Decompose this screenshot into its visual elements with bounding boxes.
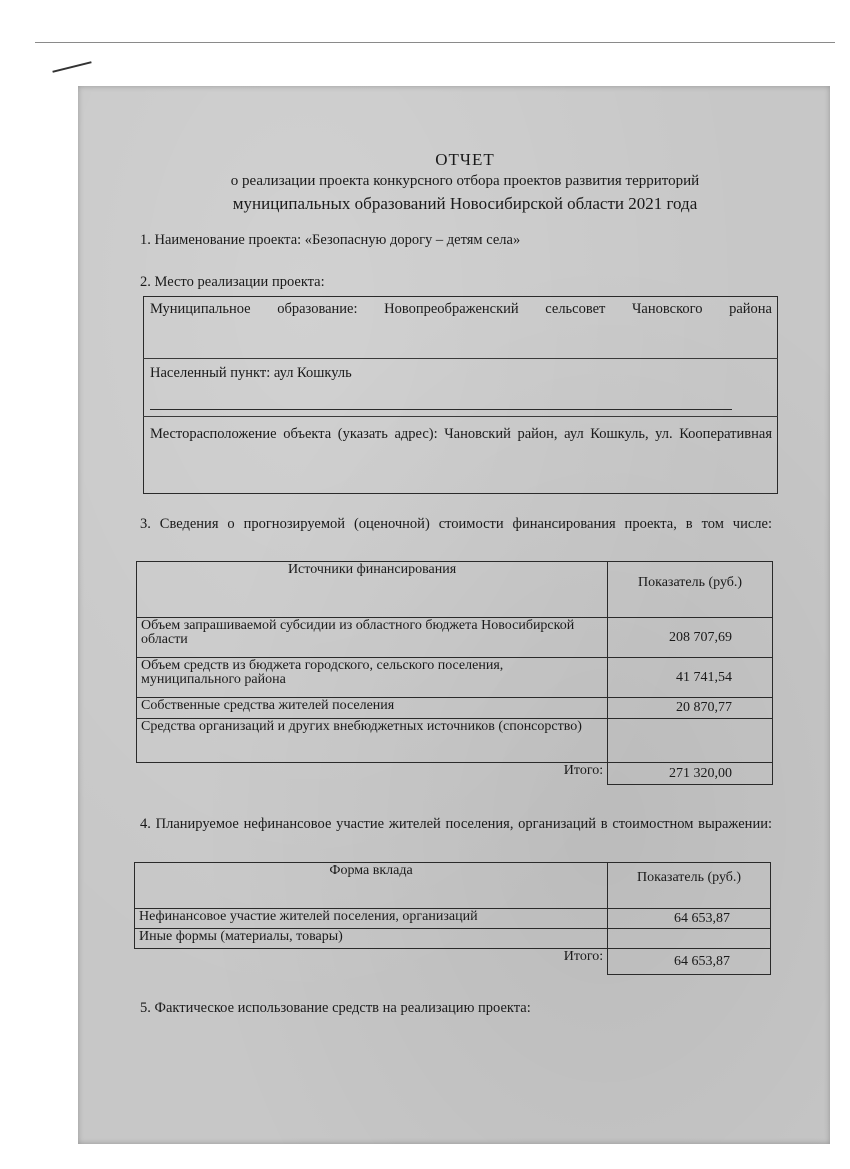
project-name: 1. Наименование проекта: «Безопасную дорогу – детям села» — [140, 232, 521, 248]
financing-row-label: Объем запрашиваемой субсидии из областного бюджета Новосибирской области — [137, 618, 608, 658]
financing-row-value: 208 707,69 — [608, 618, 773, 658]
locality-underline — [150, 409, 732, 410]
locality-field: Населенный пункт: аул Кошкуль — [150, 365, 352, 381]
report-subtitle-2: муниципальных образований Новосибирской области 2021 года — [232, 194, 698, 213]
contribution-row-value — [608, 929, 771, 949]
financing-row-value: 41 741,54 — [608, 658, 773, 698]
table-row — [137, 698, 773, 719]
actual-use-heading: 5. Фактическое использование средств на реализацию проекта: — [140, 1000, 531, 1016]
municipality-field: Муниципальное образование: Новопреображенский сельсовет Чановского района — [150, 301, 772, 317]
contribution-heading: 4. Планируемое нефинансовое участие жителей поселения, организаций в стоимостном выражении: — [140, 816, 772, 832]
table-row — [137, 658, 773, 698]
location-divider-2 — [143, 416, 778, 417]
financing-row-label: Собственные средства жителей поселения — [137, 698, 608, 719]
financing-col-value: Показатель (руб.) — [608, 562, 773, 618]
financing-row-value: 20 870,77 — [608, 698, 773, 719]
table-row — [137, 719, 773, 763]
contribution-row-value: 64 653,87 — [608, 909, 771, 929]
contribution-col-value: Показатель (руб.) — [608, 863, 771, 909]
cost-heading: 3. Сведения о прогнозируемой (оценочной) стоимости финансирования проекта, в том числе: — [140, 516, 772, 532]
contribution-row-label: Иные формы (материалы, товары) — [135, 929, 608, 949]
location-divider-1 — [143, 358, 778, 359]
contribution-total-value: 64 653,87 — [608, 949, 771, 975]
report-title: ОТЧЕТ — [435, 150, 495, 169]
financing-col-source: Источники финансирования — [137, 562, 608, 618]
contribution-col-form: Форма вклада — [135, 863, 608, 909]
report-subtitle: о реализации проекта конкурсного отбора проектов развития территорий — [230, 173, 700, 189]
financing-row-value — [608, 719, 773, 763]
financing-total-label: Итого: — [137, 763, 608, 785]
contribution-row-label: Нефинансовое участие жителей поселения, организаций — [135, 909, 608, 929]
financing-table — [136, 561, 773, 785]
contribution-table — [134, 862, 771, 975]
location-box — [143, 296, 778, 494]
financing-total-value: 271 320,00 — [608, 763, 773, 785]
financing-row-label: Средства организаций и других внебюджетных источников (спонсорство) — [137, 719, 608, 763]
table-row — [135, 909, 771, 929]
location-heading: 2. Место реализации проекта: — [140, 274, 325, 290]
financing-row-label: Объем средств из бюджета городского, сельского поселения, муниципального района — [137, 658, 608, 698]
address-field: Месторасположение объекта (указать адрес): Чановский район, аул Кошкуль, ул. Кооперативная — [150, 426, 772, 442]
table-row — [137, 618, 773, 658]
contribution-total-label: Итого: — [135, 949, 608, 975]
table-row — [135, 929, 771, 949]
